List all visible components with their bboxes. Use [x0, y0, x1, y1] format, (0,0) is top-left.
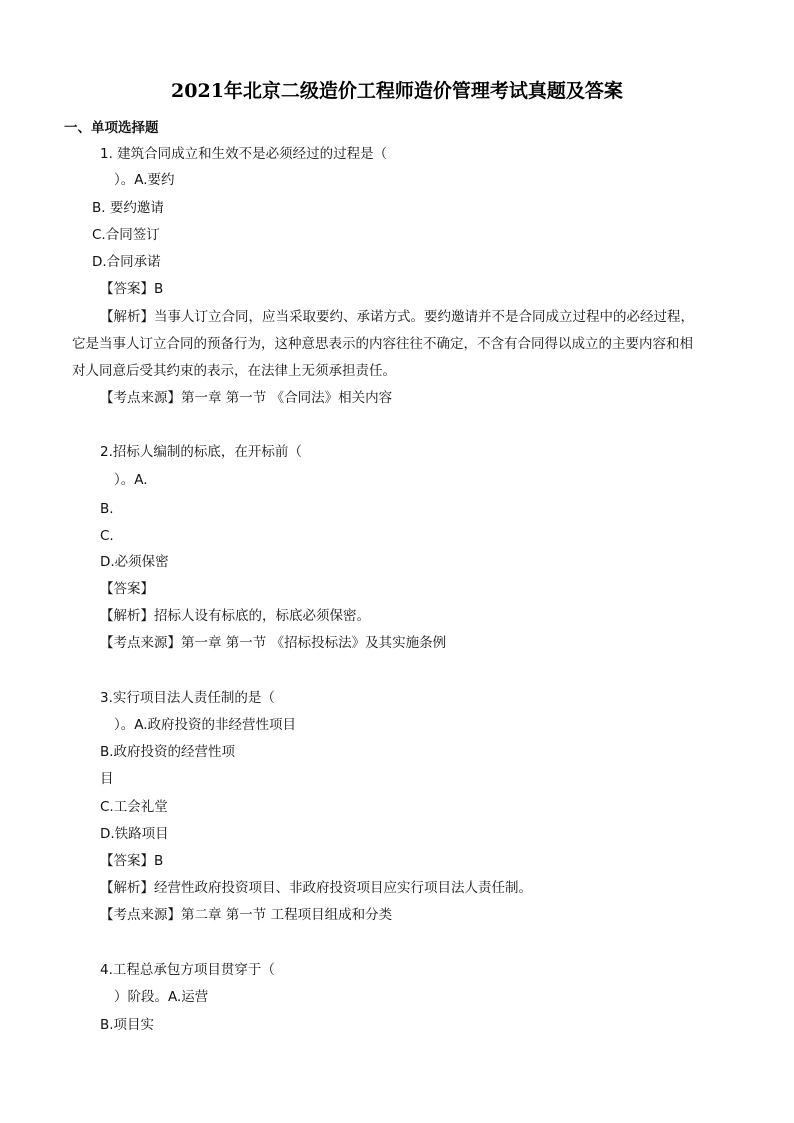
q1-option-c: C.合同签订: [92, 227, 160, 243]
q2-stem: 2.招标人编制的标底，在开标前（: [100, 444, 302, 460]
q1-stem: 1. 建筑合同成立和生效不是必须经过的过程是（: [100, 146, 388, 162]
q1-analysis-line1: 【解析】当事人订立合同，应当采取要约、承诺方式。要约邀请并不是合同成立过程中的必经过程，: [100, 309, 694, 325]
q1-option-b: B. 要约邀请: [92, 200, 164, 216]
q3-option-b-wrap: 目: [100, 771, 114, 787]
q3-answer: 【答案】B: [100, 853, 164, 869]
q4-stem: 4.工程总承包方项目贯穿于（: [100, 962, 275, 978]
q3-option-a: ）。A.政府投资的非经营性项目: [114, 717, 297, 733]
q4-option-b: B.项目实: [100, 1017, 155, 1033]
q1-source: 【考点来源】第一章 第一节 《合同法》相关内容: [100, 390, 393, 406]
q3-source: 【考点来源】第二章 第一节 工程项目组成和分类: [100, 907, 393, 923]
q2-option-d: D.必须保密: [100, 554, 169, 570]
q3-option-b: B.政府投资的经营性项: [100, 744, 236, 760]
q2-source: 【考点来源】第一章 第一节 《招标投标法》及其实施条例: [100, 635, 447, 651]
q4-option-a: ）阶段。A.运营: [114, 989, 209, 1005]
q2-option-b: B.: [100, 501, 114, 517]
q2-analysis: 【解析】招标人设有标底的，标底必须保密。: [100, 608, 370, 624]
q1-option-d: D.合同承诺: [92, 254, 161, 270]
q2-option-c: C.: [100, 528, 114, 544]
document-title: 2021年北京二级造价工程师造价管理考试真题及答案: [171, 80, 623, 102]
q1-analysis-line3: 对人同意后受其约束的表示，在法律上无须承担责任。: [72, 363, 396, 379]
q2-option-a: ）。A.: [114, 472, 148, 488]
q3-stem: 3.实行项目法人责任制的是（: [100, 690, 275, 706]
q1-answer: 【答案】B: [100, 281, 164, 297]
q3-option-d: D.铁路项目: [100, 826, 169, 842]
section-heading: 一、单项选择题: [64, 120, 159, 136]
q2-answer: 【答案】: [100, 581, 154, 597]
q1-analysis-line2: 它是当事人订立合同的预备行为，这种意思表示的内容往往不确定，不含有合同得以成立的主要内容和相: [72, 336, 693, 352]
q3-option-c: C.工会礼堂: [100, 799, 168, 815]
q3-analysis: 【解析】经营性政府投资项目、非政府投资项目应实行项目法人责任制。: [100, 880, 532, 896]
q1-option-a: ）。A.要约: [114, 172, 175, 188]
